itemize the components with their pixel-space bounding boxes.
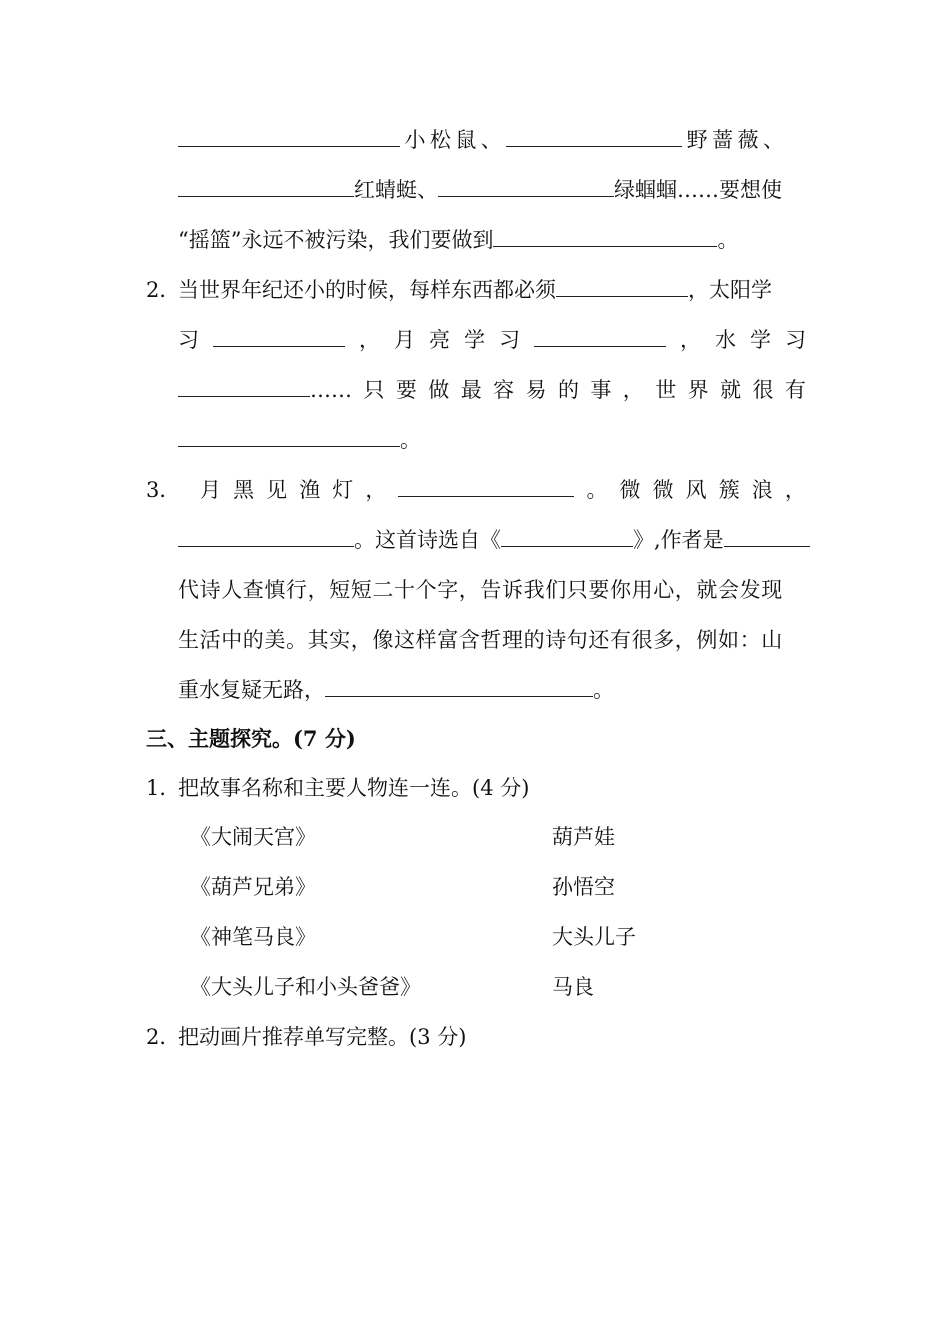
char: 习	[178, 328, 199, 352]
text: 》,作者是	[633, 528, 724, 552]
char: 灯	[332, 478, 354, 502]
char: ，	[359, 328, 380, 352]
q2-line-3	[178, 375, 806, 405]
char: 事	[590, 378, 612, 402]
q1-line-2	[178, 175, 782, 205]
text: 绿蝈蝈……要想使	[614, 178, 782, 202]
q3-number: 3．	[146, 478, 181, 502]
answer-blank[interactable]	[398, 476, 574, 497]
text: 红蜻蜓、	[354, 178, 438, 202]
char: 习	[785, 328, 806, 352]
char: ，	[365, 478, 387, 502]
char: 。	[586, 478, 608, 502]
char: 要	[395, 378, 417, 402]
q3-line-3: 代诗人查慎行，短短二十个字，告诉我们只要你用心，就会发现	[178, 578, 783, 602]
q2-number: 2．	[146, 278, 181, 302]
character-name[interactable]: 马良	[552, 975, 594, 999]
story-name[interactable]: 《大闹天宫》	[190, 825, 316, 849]
answer-blank[interactable]	[724, 526, 810, 547]
char: 容	[493, 378, 515, 402]
char: 鼠	[455, 128, 477, 152]
text: 当世界年纪还小的时候，每样东西都必须	[178, 278, 556, 302]
text: 重水复疑无路，	[178, 678, 325, 702]
char: 薇	[737, 128, 759, 152]
q2-line-2	[178, 325, 806, 355]
q3-line-2	[178, 525, 810, 555]
answer-blank[interactable]	[501, 526, 633, 547]
char: 月	[200, 478, 221, 502]
answer-blank[interactable]	[178, 526, 354, 547]
char: 习	[499, 328, 520, 352]
s3-q2-number: 2．	[146, 1025, 181, 1049]
char: 很	[752, 378, 774, 402]
char: 见	[266, 478, 288, 502]
char: ，	[622, 378, 644, 402]
char: ，	[784, 478, 806, 502]
char: 松	[429, 128, 451, 152]
story-name[interactable]: 《葫芦兄弟》	[190, 875, 316, 899]
answer-blank[interactable]	[178, 376, 310, 397]
char: 做	[428, 378, 450, 402]
char: ……	[310, 378, 352, 402]
char: 风	[685, 478, 707, 502]
q2-line-1	[178, 275, 772, 305]
s3-q1-text: 把故事名称和主要人物连一连。(4 分)	[178, 776, 530, 800]
char: 学	[750, 328, 771, 352]
char: 渔	[299, 478, 321, 502]
char: 世	[655, 378, 677, 402]
section-3-title: 三、主题探究。(7 分)	[146, 726, 356, 751]
char: 黑	[233, 478, 255, 502]
answer-blank[interactable]	[506, 126, 682, 147]
answer-blank[interactable]	[178, 176, 354, 197]
character-name[interactable]: 大头儿子	[552, 925, 636, 949]
char: 界	[687, 378, 709, 402]
character-name[interactable]: 葫芦娃	[552, 825, 615, 849]
char: 亮	[429, 328, 450, 352]
char: 有	[784, 378, 806, 402]
q1-line-3	[178, 225, 738, 255]
char: 、	[480, 128, 502, 152]
answer-blank[interactable]	[325, 676, 593, 697]
char: 蔷	[712, 128, 734, 152]
s3-q1-number: 1．	[146, 776, 181, 800]
answer-blank[interactable]	[178, 126, 400, 147]
q3-line-5	[178, 675, 614, 705]
char: ，	[680, 328, 701, 352]
text: 。	[717, 228, 739, 252]
character-name[interactable]: 孙悟空	[552, 875, 615, 899]
text: “摇篮”永远不被污染，我们要做到	[178, 228, 494, 252]
char: 微	[652, 478, 674, 502]
answer-blank[interactable]	[178, 426, 400, 447]
char: 浪	[751, 478, 773, 502]
char: 小	[404, 128, 426, 152]
char: 易	[525, 378, 547, 402]
q3-line-4: 生活中的美。其实，像这样富含哲理的诗句还有很多，例如：山	[178, 628, 783, 652]
answer-blank[interactable]	[213, 326, 345, 347]
text: 。	[400, 428, 421, 452]
char: 月	[394, 328, 415, 352]
text: 。这首诗选自《	[354, 528, 501, 552]
s3-q2-text: 把动画片推荐单写完整。(3 分)	[178, 1025, 467, 1049]
char: 学	[464, 328, 485, 352]
q1-line-1	[178, 125, 784, 155]
answer-blank[interactable]	[438, 176, 614, 197]
answer-blank[interactable]	[556, 276, 688, 297]
answer-blank[interactable]	[493, 226, 717, 247]
char: 只	[363, 378, 385, 402]
q2-line-4	[178, 425, 421, 455]
char: 水	[715, 328, 736, 352]
text: 。	[593, 678, 614, 702]
char: 簇	[718, 478, 740, 502]
story-name[interactable]: 《大头儿子和小头爸爸》	[190, 975, 421, 999]
text: ，太阳学	[688, 278, 772, 302]
char: 野	[686, 128, 708, 152]
char: 最	[460, 378, 482, 402]
answer-blank[interactable]	[534, 326, 666, 347]
char: 、	[762, 128, 784, 152]
char: 就	[720, 378, 742, 402]
story-name[interactable]: 《神笔马良》	[190, 925, 316, 949]
char: 微	[619, 478, 641, 502]
char: 的	[557, 378, 579, 402]
q3-line-1	[200, 475, 806, 505]
